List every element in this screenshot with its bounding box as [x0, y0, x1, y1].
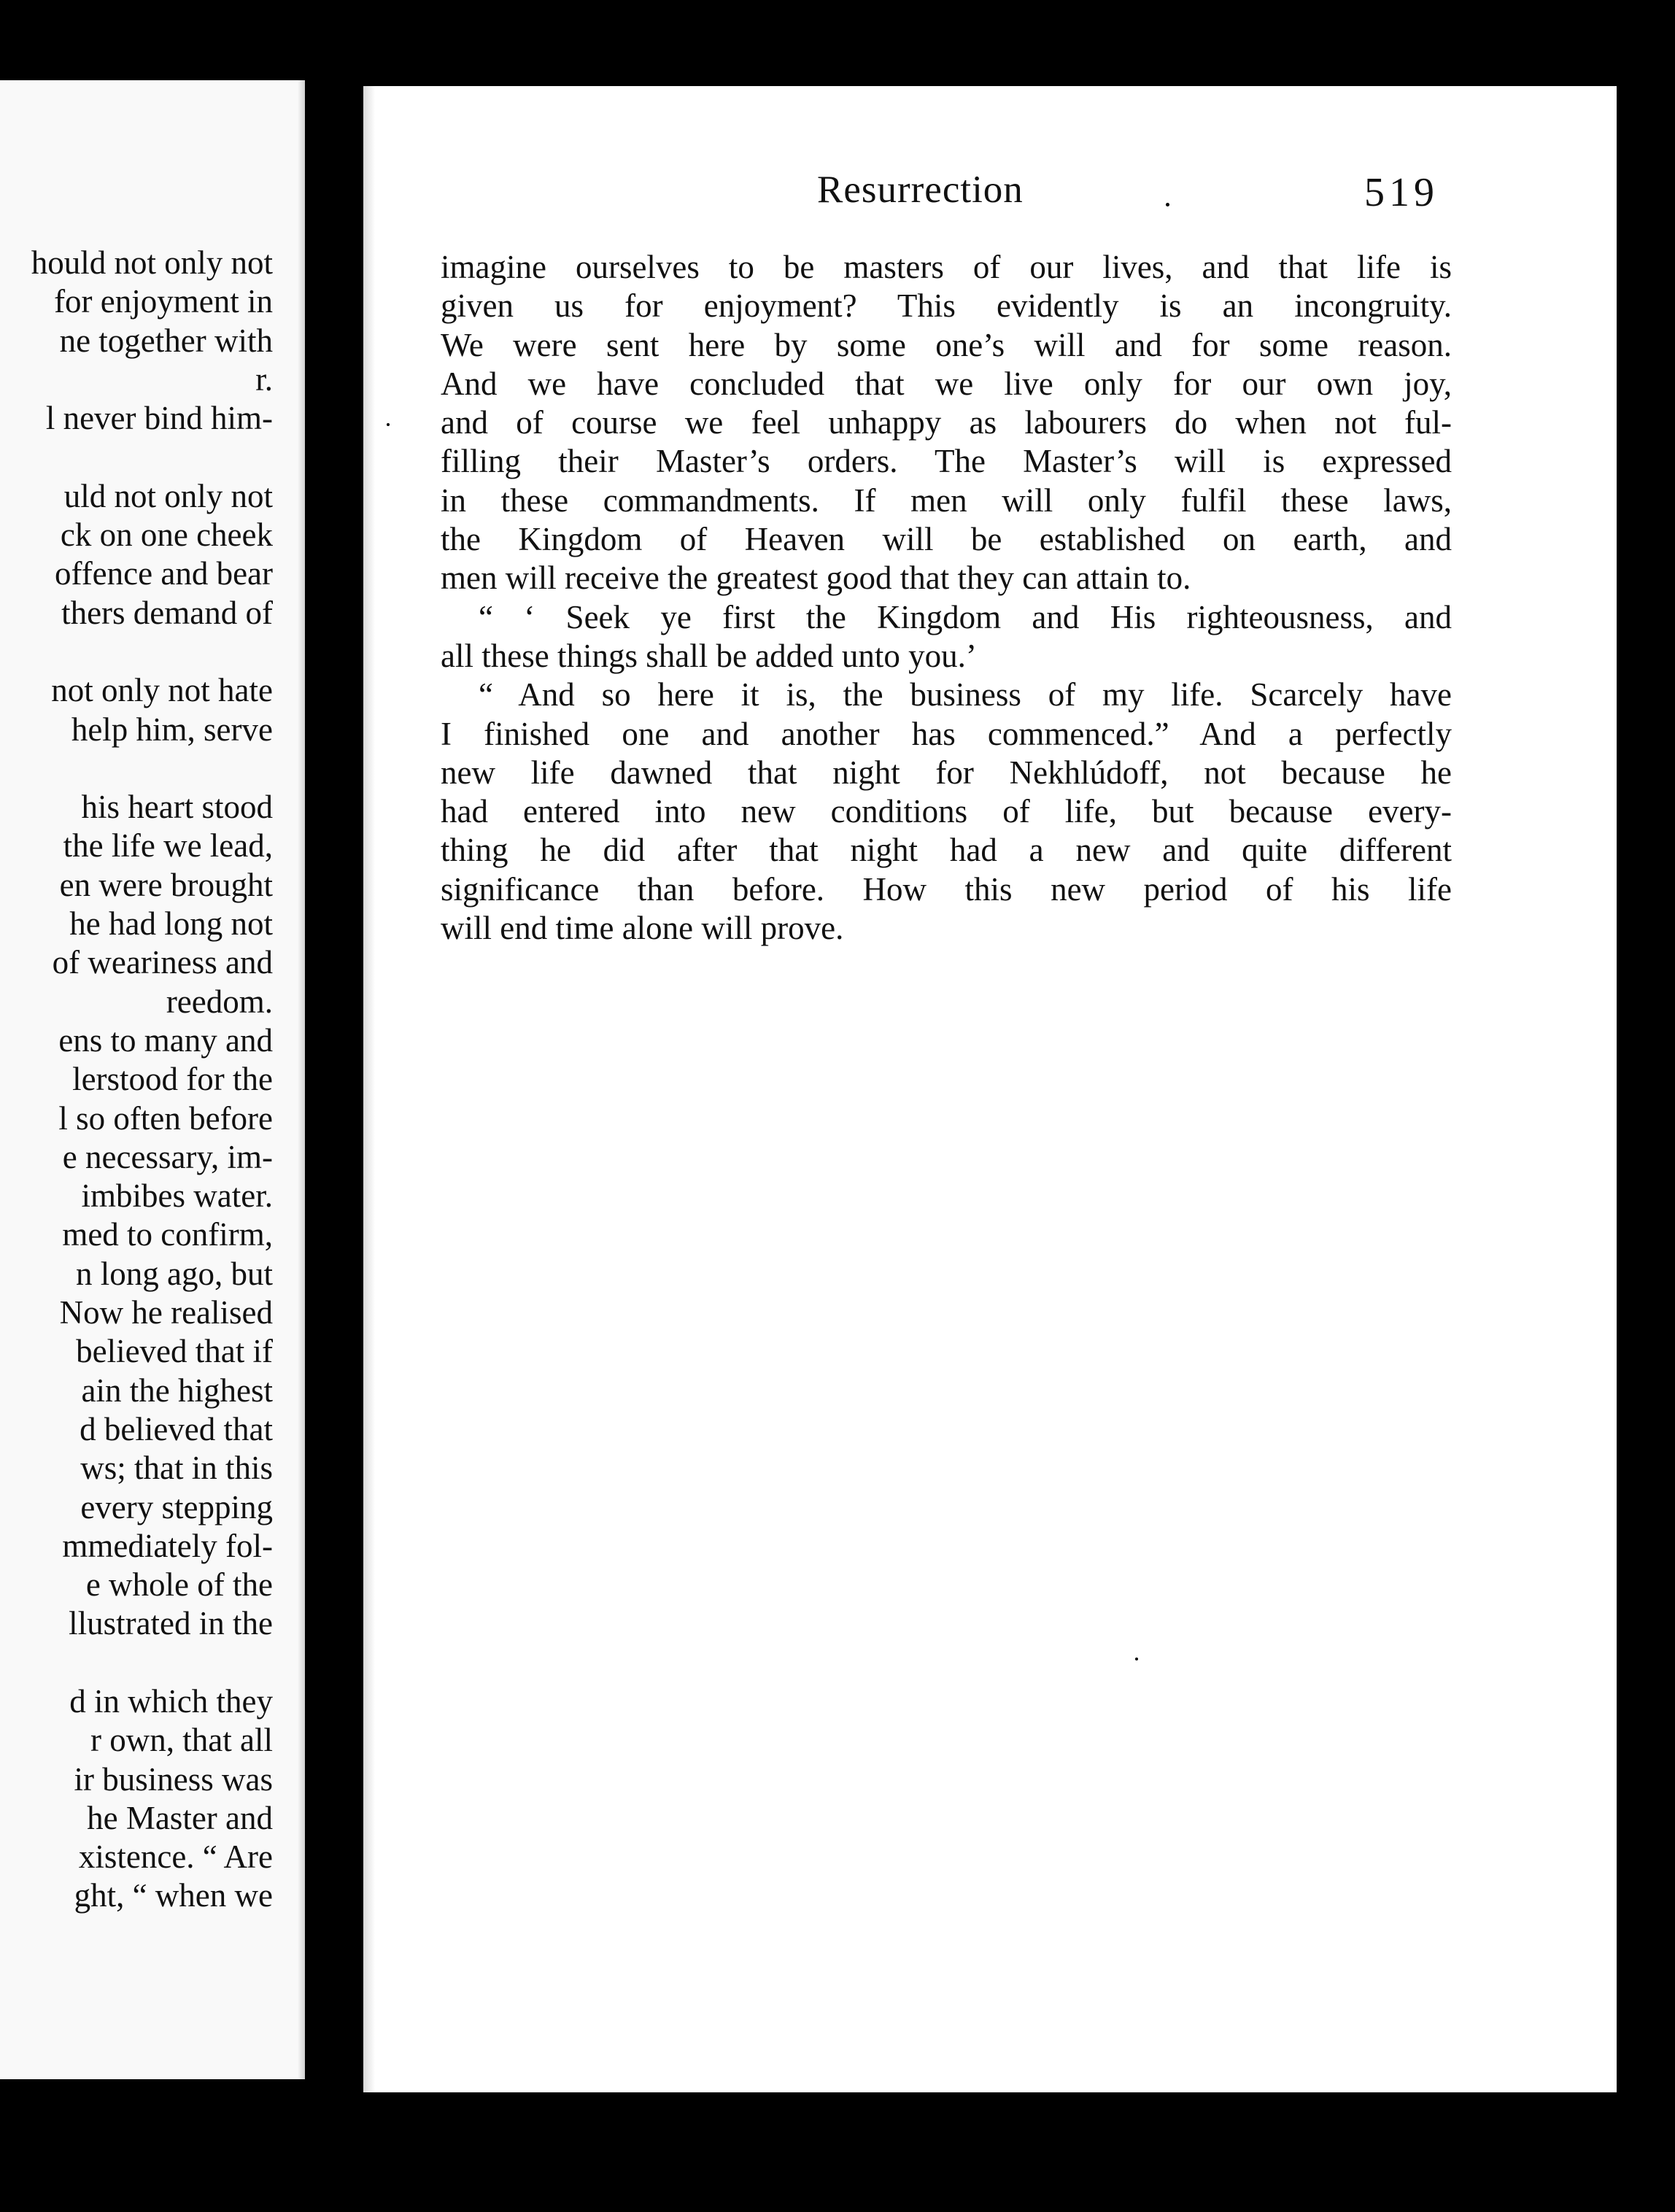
left-line: r. [255, 360, 273, 398]
left-line: l so often before [58, 1099, 273, 1137]
text-line: significance than before. How this new period of his life [441, 870, 1452, 908]
left-line: his heart stood [81, 789, 273, 826]
left-line: offence and bear [55, 555, 273, 592]
left-line: imbibes water. [81, 1177, 273, 1215]
left-line: ws; that in this [80, 1450, 273, 1487]
scan-speck [1166, 203, 1169, 206]
left-line: n long ago, but [76, 1255, 273, 1292]
left-line: e necessary, im- [62, 1138, 273, 1175]
text-line: imagine ourselves to be masters of our lives, and that life is [441, 249, 1452, 285]
left-line: med to confirm, [62, 1216, 273, 1253]
left-line: for enjoyment in [54, 283, 273, 320]
text-line: I finished one and another has commenced.” And a perfectly [441, 715, 1452, 752]
left-line [0, 749, 273, 788]
left-line: he Master and [87, 1799, 273, 1836]
text-line: given us for enjoyment? This evidently is an incongruity. [441, 287, 1452, 325]
left-page-text [0, 244, 273, 1916]
paragraph [441, 248, 1452, 598]
text-line: filling their Master’s orders. The Master’s will is expressed [441, 443, 1452, 480]
left-line: lerstood for the [72, 1061, 273, 1098]
text-line: and of course we feel unhappy as labourers do when not ful- [441, 404, 1452, 441]
left-line: ck on one cheek [60, 517, 273, 554]
left-line [0, 633, 273, 671]
text-line: the Kingdom of Heaven will be established on earth, and [441, 521, 1452, 558]
left-line: ens to many and [58, 1021, 273, 1059]
left-line: d believed that [80, 1410, 273, 1447]
left-line: ain the highest [81, 1372, 273, 1409]
left-line: ir business was [74, 1760, 273, 1798]
left-line: the life we lead, [63, 827, 273, 865]
text-line: thing he did after that night had a new and quite different [441, 832, 1452, 869]
paragraph [441, 598, 1452, 676]
left-line: l never bind him- [45, 400, 273, 437]
left-line: ght, “ when we [74, 1877, 273, 1914]
left-line: llustrated in the [69, 1605, 273, 1642]
left-line: every stepping [80, 1488, 273, 1525]
left-line: reedom. [166, 983, 273, 1020]
left-line: uld not only not [63, 477, 273, 514]
text-line: will end time alone will prove. [441, 910, 844, 947]
page-number: 519 [1364, 170, 1439, 215]
page-edge-shadow [363, 86, 375, 2092]
left-line: believed that if [76, 1333, 273, 1370]
text-line: We were sent here by some one’s will and for some reason. [441, 326, 1452, 363]
left-line [0, 438, 273, 476]
right-page [363, 86, 1617, 2092]
left-line: mmediately fol- [62, 1527, 273, 1564]
left-line: of weariness and [52, 944, 273, 981]
left-line: Now he realised [59, 1294, 273, 1331]
text-line: new life dawned that night for Nekhlúdoff, not because he [441, 754, 1452, 791]
running-title: Resurrection [817, 169, 1024, 211]
book-gutter [305, 80, 363, 2094]
left-line: d in which they [69, 1682, 273, 1720]
paragraph [441, 676, 1452, 948]
left-line: help him, serve [71, 711, 273, 748]
text-line: all these things shall be added unto you.’ [441, 637, 977, 674]
left-line: en were brought [59, 866, 273, 903]
left-line: e whole of the [85, 1566, 273, 1604]
text-line: in these commandments. If men will only fulfil these laws, [441, 482, 1452, 519]
left-line: r own, that all [90, 1722, 273, 1759]
scan-speck [1135, 1658, 1138, 1660]
running-head [363, 168, 1617, 219]
left-line: xistence. “ Are [78, 1838, 273, 1876]
text-line: men will receive the greatest good that they can attain to. [441, 560, 1191, 597]
scan-speck [387, 423, 390, 426]
text-line: “ And so here it is, the business of my life. Scarcely have [479, 676, 1452, 714]
left-line [0, 1644, 273, 1682]
left-line: not only not hate [51, 672, 273, 709]
text-line: had entered into new conditions of life, but because every- [441, 793, 1452, 830]
text-line: “ ‘ Seek ye first the Kingdom and His righteousness, and [479, 598, 1452, 635]
gutter-shadow [298, 80, 305, 2079]
text-line: And we have concluded that we live only for our own joy, [441, 365, 1452, 402]
left-line: ne together with [59, 322, 273, 359]
left-line: thers demand of [61, 594, 273, 631]
body-text [441, 248, 1452, 948]
left-line: he had long not [69, 905, 273, 943]
left-line: hould not only not [31, 244, 273, 281]
left-page [0, 80, 305, 2079]
